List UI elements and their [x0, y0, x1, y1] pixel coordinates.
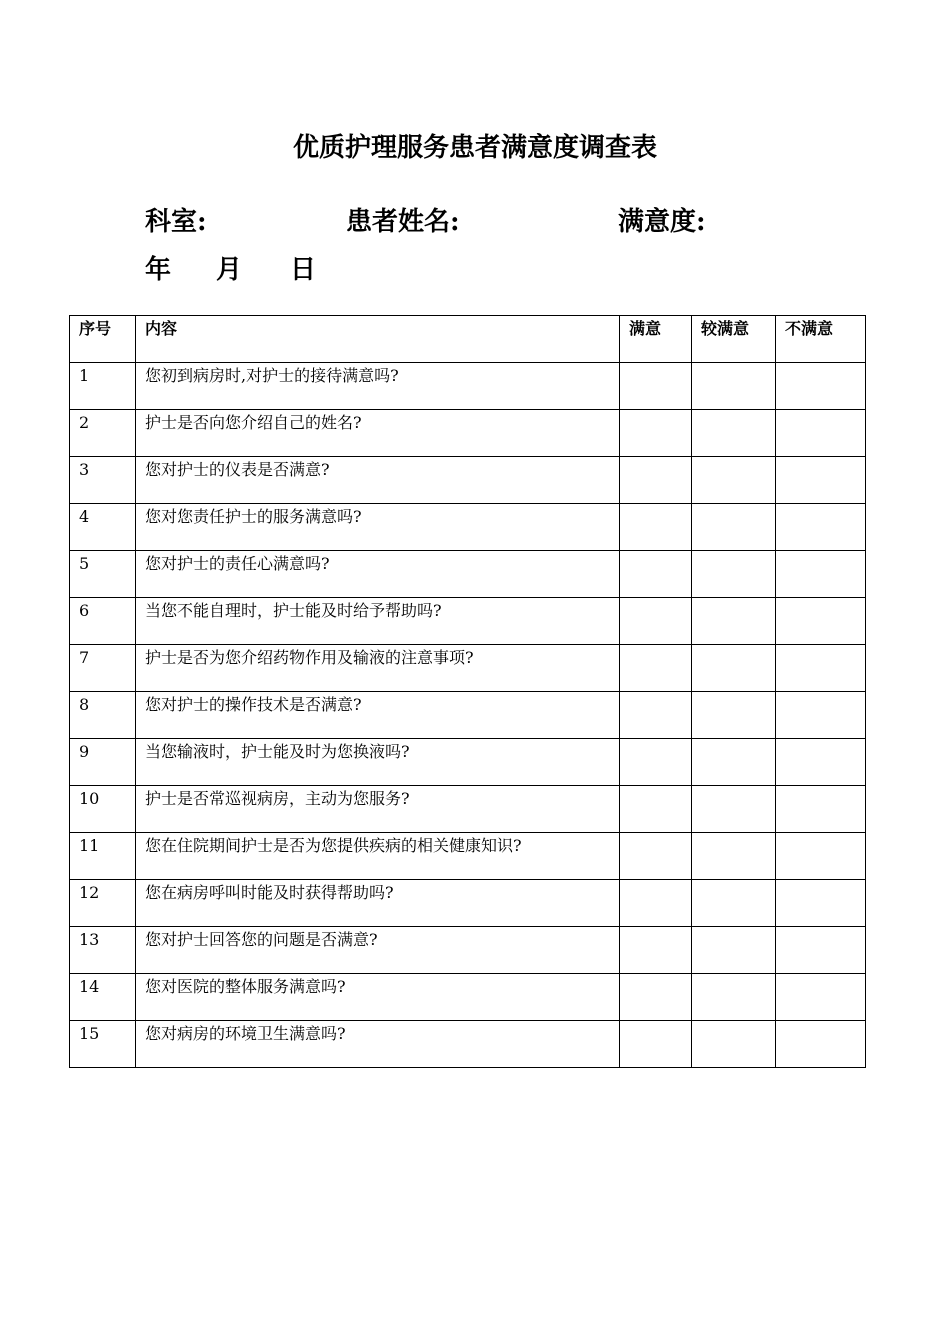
satisfied-cell[interactable]	[620, 974, 692, 1021]
header-number: 序号	[70, 316, 136, 363]
row-question: 护士是否为您介绍药物作用及输液的注意事项?	[136, 645, 620, 692]
row-question: 您对护士回答您的问题是否满意?	[136, 927, 620, 974]
fairly-satisfied-cell[interactable]	[692, 974, 776, 1021]
row-question: 您在住院期间护士是否为您提供疾病的相关健康知识?	[136, 833, 620, 880]
table-row	[70, 598, 866, 645]
unsatisfied-cell[interactable]	[776, 786, 866, 833]
satisfied-cell[interactable]	[620, 645, 692, 692]
satisfied-cell[interactable]	[620, 927, 692, 974]
row-number: 10	[70, 786, 136, 833]
satisfied-cell[interactable]	[620, 363, 692, 410]
table-row	[70, 504, 866, 551]
row-number: 2	[70, 410, 136, 457]
table-row	[70, 410, 866, 457]
fairly-satisfied-cell[interactable]	[692, 786, 776, 833]
row-question: 您初到病房时,对护士的接待满意吗?	[136, 363, 620, 410]
table-row	[70, 974, 866, 1021]
table-row	[70, 692, 866, 739]
table-row	[70, 833, 866, 880]
table-row	[70, 786, 866, 833]
fairly-satisfied-cell[interactable]	[692, 551, 776, 598]
satisfied-cell[interactable]	[620, 833, 692, 880]
row-question: 您对病房的环境卫生满意吗?	[136, 1021, 620, 1068]
page-title: 优质护理服务患者满意度调查表	[292, 133, 657, 163]
row-question: 护士是否常巡视病房，主动为您服务?	[136, 786, 620, 833]
row-number: 3	[70, 457, 136, 504]
unsatisfied-cell[interactable]	[776, 1021, 866, 1068]
satisfied-cell[interactable]	[620, 457, 692, 504]
row-number: 14	[70, 974, 136, 1021]
unsatisfied-cell[interactable]	[776, 833, 866, 880]
table-row	[70, 739, 866, 786]
unsatisfied-cell[interactable]	[776, 457, 866, 504]
fairly-satisfied-cell[interactable]	[692, 739, 776, 786]
row-question: 当您输液时，护士能及时为您换液吗?	[136, 739, 620, 786]
row-question: 您对护士的责任心满意吗?	[136, 551, 620, 598]
row-number: 7	[70, 645, 136, 692]
satisfied-cell[interactable]	[620, 504, 692, 551]
unsatisfied-cell[interactable]	[776, 363, 866, 410]
satisfied-cell[interactable]	[620, 551, 692, 598]
table-row	[70, 457, 866, 504]
table-row	[70, 927, 866, 974]
table-row	[70, 880, 866, 927]
unsatisfied-cell[interactable]	[776, 645, 866, 692]
satisfied-cell[interactable]	[620, 410, 692, 457]
row-number: 15	[70, 1021, 136, 1068]
row-number: 6	[70, 598, 136, 645]
fairly-satisfied-cell[interactable]	[692, 504, 776, 551]
fairly-satisfied-cell[interactable]	[692, 880, 776, 927]
fairly-satisfied-cell[interactable]	[692, 692, 776, 739]
row-question: 您在病房呼叫时能及时获得帮助吗?	[136, 880, 620, 927]
row-number: 13	[70, 927, 136, 974]
table-header-row	[70, 316, 866, 363]
unsatisfied-cell[interactable]	[776, 739, 866, 786]
satisfaction-survey-table	[69, 315, 866, 1068]
satisfied-cell[interactable]	[620, 739, 692, 786]
row-number: 11	[70, 833, 136, 880]
row-number: 1	[70, 363, 136, 410]
header-fairly-satisfied: 较满意	[692, 316, 776, 363]
unsatisfied-cell[interactable]	[776, 974, 866, 1021]
unsatisfied-cell[interactable]	[776, 927, 866, 974]
table-row	[70, 551, 866, 598]
row-question: 当您不能自理时，护士能及时给予帮助吗?	[136, 598, 620, 645]
table-row	[70, 1021, 866, 1068]
fairly-satisfied-cell[interactable]	[692, 363, 776, 410]
row-number: 9	[70, 739, 136, 786]
row-question: 您对护士的操作技术是否满意?	[136, 692, 620, 739]
unsatisfied-cell[interactable]	[776, 410, 866, 457]
table-body	[70, 363, 866, 1068]
satisfied-cell[interactable]	[620, 692, 692, 739]
satisfied-cell[interactable]	[620, 598, 692, 645]
row-question: 您对您责任护士的服务满意吗?	[136, 504, 620, 551]
date-month-label: 月	[216, 255, 243, 285]
fairly-satisfied-cell[interactable]	[692, 457, 776, 504]
satisfied-cell[interactable]	[620, 786, 692, 833]
unsatisfied-cell[interactable]	[776, 598, 866, 645]
department-label: 科室:	[145, 207, 207, 237]
table-row	[70, 363, 866, 410]
row-question: 您对医院的整体服务满意吗?	[136, 974, 620, 1021]
unsatisfied-cell[interactable]	[776, 692, 866, 739]
satisfied-cell[interactable]	[620, 1021, 692, 1068]
fairly-satisfied-cell[interactable]	[692, 833, 776, 880]
header-content: 内容	[136, 316, 620, 363]
unsatisfied-cell[interactable]	[776, 551, 866, 598]
fairly-satisfied-cell[interactable]	[692, 645, 776, 692]
satisfaction-label: 满意度:	[618, 207, 706, 237]
row-number: 4	[70, 504, 136, 551]
fairly-satisfied-cell[interactable]	[692, 410, 776, 457]
unsatisfied-cell[interactable]	[776, 880, 866, 927]
row-number: 5	[70, 551, 136, 598]
header-unsatisfied: 不满意	[776, 316, 866, 363]
fairly-satisfied-cell[interactable]	[692, 1021, 776, 1068]
date-day-label: 日	[290, 255, 317, 285]
row-number: 8	[70, 692, 136, 739]
date-year-label: 年	[145, 255, 172, 285]
fairly-satisfied-cell[interactable]	[692, 927, 776, 974]
row-question: 您对护士的仪表是否满意?	[136, 457, 620, 504]
header-satisfied: 满意	[620, 316, 692, 363]
table-row	[70, 645, 866, 692]
row-question: 护士是否向您介绍自己的姓名?	[136, 410, 620, 457]
row-number: 12	[70, 880, 136, 927]
patient-name-label: 患者姓名:	[346, 207, 460, 237]
fairly-satisfied-cell[interactable]	[692, 598, 776, 645]
satisfied-cell[interactable]	[620, 880, 692, 927]
unsatisfied-cell[interactable]	[776, 504, 866, 551]
